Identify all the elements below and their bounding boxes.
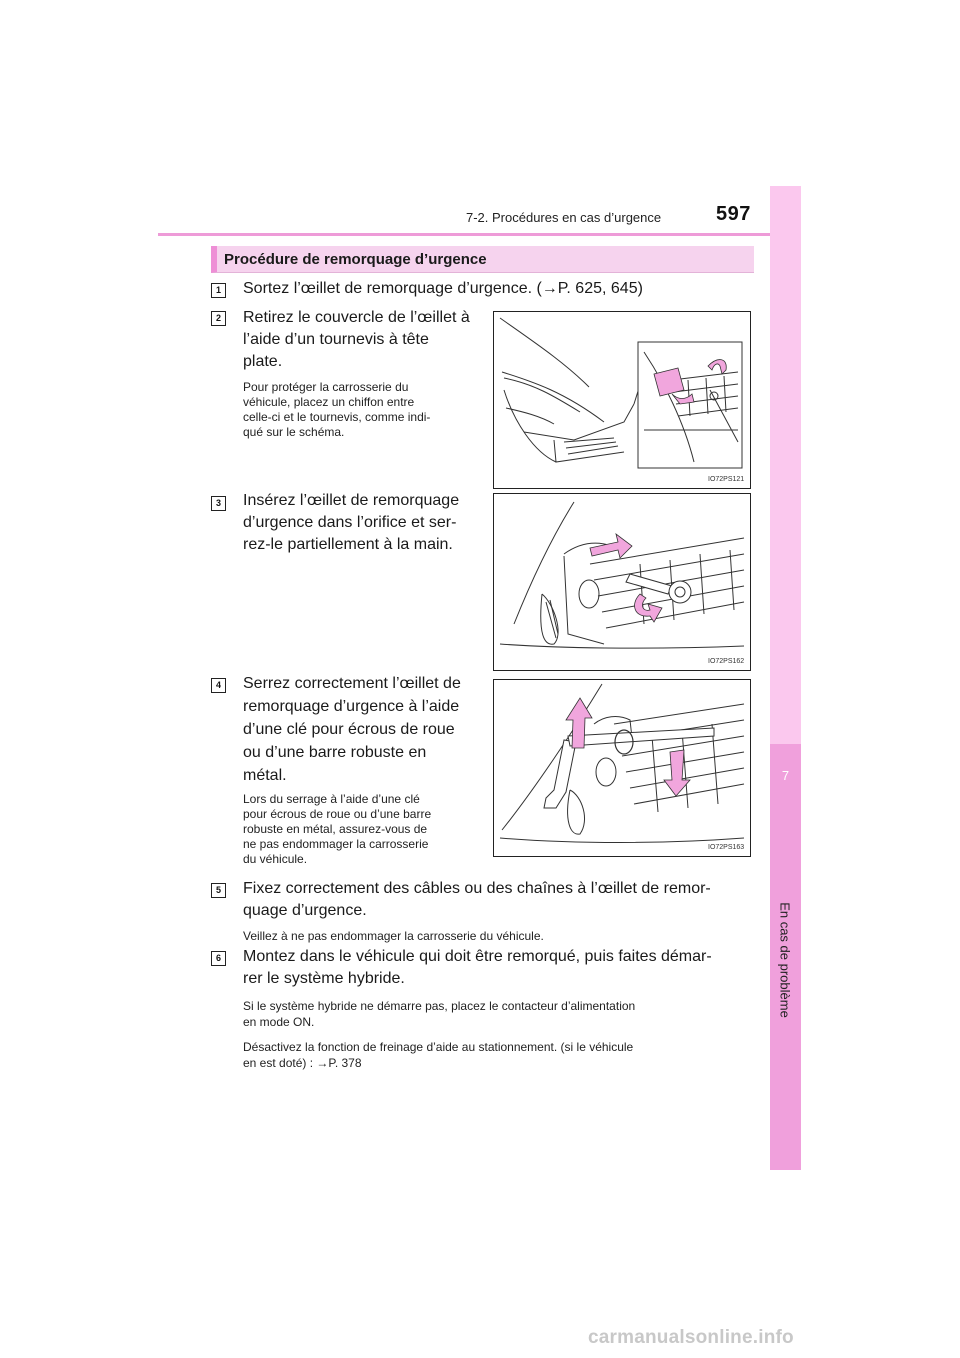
- step-badge-5: 5: [211, 883, 226, 898]
- eyelet-insertion-drawing: [494, 494, 750, 670]
- step-badge-6: 6: [211, 951, 226, 966]
- step-badge-3: 3: [211, 496, 226, 511]
- step-1-text: Sortez l’œillet de remorquage d’urgence. (→P. 625, 645): [243, 280, 643, 297]
- step-2-note: Pour protéger la carrosserie du véhicule, placez un chiffon entre celle-ci et le tournevis, comme indi- qué sur le schéma.: [243, 380, 431, 439]
- illustration-eyelet-insertion: [493, 493, 751, 671]
- step-5-text: Fixez correctement des câbles ou des chaînes à l’œillet de remor- quage d’urgence.: [243, 880, 711, 919]
- page-number: 597: [716, 203, 751, 225]
- illustration-code: IO72PS121: [708, 476, 745, 483]
- illustration-code: IO72PS162: [708, 658, 745, 665]
- header-rule: [158, 233, 801, 236]
- step-badge-4: 4: [211, 678, 226, 693]
- step-badge-2: 2: [211, 311, 226, 326]
- header-section-title: 7-2. Procédures en cas d’urgence: [466, 210, 662, 225]
- step-6-note-2: Désactivez la fonction de freinage d’aide au stationnement. (si le véhicule en est doté) : →P. 378: [243, 1040, 634, 1070]
- illustration-eyelet-tightening: [493, 679, 751, 857]
- car-front-screwdriver-drawing: [494, 312, 750, 488]
- step-4-note: Lors du serrage à l’aide d’une clé pour écrous de roue ou d’une barre robuste en métal, assurez-vous de ne pas endommager la carrosserie du véhicule.: [243, 792, 432, 866]
- illustration-cover-removal: [493, 311, 751, 489]
- chapter-title: En cas de problème: [777, 902, 793, 1018]
- step-badge-1: 1: [211, 283, 226, 298]
- eyelet-tightening-drawing: [494, 680, 750, 856]
- step-2-text: Retirez le couvercle de l’œillet à l’aide d’un tournevis à tête plate.: [243, 309, 470, 370]
- step-4-text: Serrez correctement l’œillet de remorquage d’urgence à l’aide d’une clé pour écrous de roue ou d’une barre robuste en métal.: [243, 675, 461, 784]
- chapter-number: 7: [781, 768, 790, 783]
- step-3-text: Insérez l’œillet de remorquage d’urgence dans l’orifice et ser- rez-le partiellement à la main.: [243, 492, 460, 553]
- section-title: Procédure de remorquage d’urgence: [224, 251, 487, 268]
- illustration-code: IO72PS163: [708, 844, 745, 851]
- step-6-text: Montez dans le véhicule qui doit être remorqué, puis faites démar- rer le système hybride.: [243, 948, 712, 987]
- watermark: carmanualsonline.info: [588, 1327, 794, 1348]
- step-5-note: Veillez à ne pas endommager la carrosserie du véhicule.: [243, 929, 544, 943]
- step-6-note-1: Si le système hybride ne démarre pas, placez le contacteur d’alimentation en mode ON.: [243, 999, 636, 1029]
